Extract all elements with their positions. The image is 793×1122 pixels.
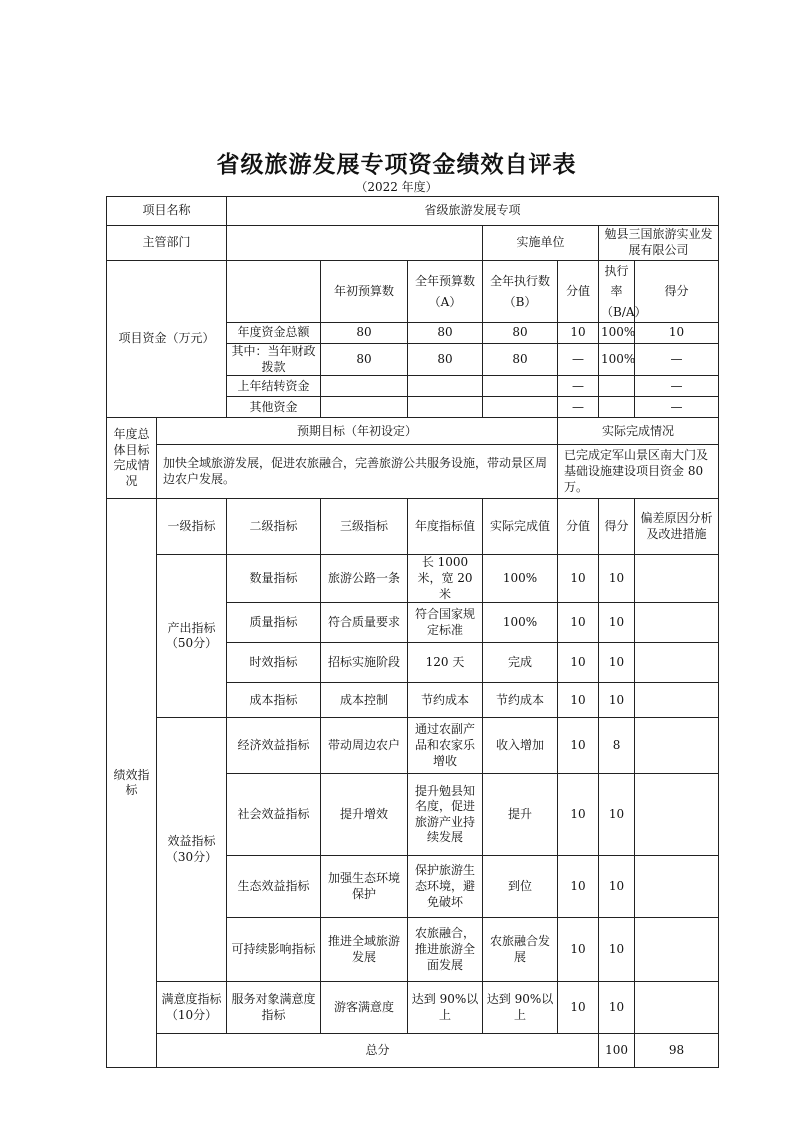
perf-l3: 成本控制 — [321, 683, 408, 718]
funds-cell: 80 — [321, 344, 408, 376]
perf-got: 10 — [599, 856, 635, 918]
funds-cell: — — [635, 397, 719, 418]
perf-l3: 招标实施阶段 — [321, 643, 408, 683]
funds-header-row — [107, 261, 719, 323]
perf-header: 三级指标 — [321, 499, 408, 555]
perf-actual: 完成 — [483, 643, 558, 683]
perf-l2: 生态效益指标 — [227, 856, 321, 918]
perf-group-label: 满意度指标（10分） — [157, 982, 227, 1034]
goals-expected-text: 加快全域旅游发展，促进农旅融合，完善旅游公共服务设施，带动景区周边农户发展。 — [157, 445, 558, 499]
perf-l3: 提升增效 — [321, 774, 408, 856]
perf-l2: 社会效益指标 — [227, 774, 321, 856]
perf-got: 10 — [599, 982, 635, 1034]
perf-l3: 推进全域旅游发展 — [321, 918, 408, 982]
perf-score: 10 — [558, 603, 599, 643]
funds-header-rate: 执行率（B/A） — [599, 261, 635, 323]
funds-cell: 80 — [321, 323, 408, 344]
perf-got: 10 — [599, 918, 635, 982]
perf-score: 10 — [558, 918, 599, 982]
perf-actual: 100% — [483, 555, 558, 603]
perf-actual: 100% — [483, 603, 558, 643]
project-name-row — [107, 197, 719, 226]
total-label: 总分 — [157, 1034, 599, 1068]
funds-cell — [483, 397, 558, 418]
funds-cell: 10 — [635, 323, 719, 344]
perf-l3: 旅游公路一条 — [321, 555, 408, 603]
perf-header: 年度指标值 — [408, 499, 483, 555]
perf-l2: 成本指标 — [227, 683, 321, 718]
perf-header: 一级指标 — [157, 499, 227, 555]
goals-label: 年度总体目标完成情况 — [107, 418, 157, 499]
impl-value: 勉县三国旅游实业发展有限公司 — [599, 226, 719, 261]
perf-note — [635, 643, 719, 683]
funds-cell — [321, 376, 408, 397]
perf-actual: 到位 — [483, 856, 558, 918]
perf-target: 达到 90%以上 — [408, 982, 483, 1034]
goals-text-row — [107, 445, 719, 499]
perf-l3: 游客满意度 — [321, 982, 408, 1034]
funds-cell: 10 — [558, 323, 599, 344]
perf-row — [107, 555, 719, 603]
funds-cell — [599, 376, 635, 397]
dept-label: 主管部门 — [107, 226, 227, 261]
perf-target: 保护旅游生态环境，避免破坏 — [408, 856, 483, 918]
funds-row-name: 其他资金 — [227, 397, 321, 418]
funds-cell: — — [558, 397, 599, 418]
perf-header: 二级指标 — [227, 499, 321, 555]
perf-score: 10 — [558, 856, 599, 918]
perf-got: 10 — [599, 603, 635, 643]
perf-score: 10 — [558, 643, 599, 683]
perf-note — [635, 774, 719, 856]
project-name-label: 项目名称 — [107, 197, 227, 226]
perf-got: 10 — [599, 555, 635, 603]
perf-target: 120 天 — [408, 643, 483, 683]
funds-cell: 80 — [408, 323, 483, 344]
goals-header-row — [107, 418, 719, 445]
perf-score: 10 — [558, 555, 599, 603]
perf-row — [107, 718, 719, 774]
perf-target: 符合国家规定标准 — [408, 603, 483, 643]
funds-cell: 80 — [483, 344, 558, 376]
funds-cell: — — [635, 376, 719, 397]
perf-l2: 经济效益指标 — [227, 718, 321, 774]
total-score: 100 — [599, 1034, 635, 1068]
perf-note — [635, 918, 719, 982]
perf-l2: 时效指标 — [227, 643, 321, 683]
dept-value — [227, 226, 483, 261]
funds-cell: — — [558, 344, 599, 376]
funds-cell: 100% — [599, 344, 635, 376]
funds-cell: 80 — [483, 323, 558, 344]
perf-l2: 数量指标 — [227, 555, 321, 603]
funds-cell — [408, 397, 483, 418]
perf-header-row — [107, 499, 719, 555]
goals-expected-label: 预期目标（年初设定） — [157, 418, 558, 445]
perf-target: 节约成本 — [408, 683, 483, 718]
funds-cell — [483, 376, 558, 397]
page-title: 省级旅游发展专项资金绩效自评表 — [216, 152, 577, 178]
perf-label: 绩效指标 — [107, 499, 157, 1068]
funds-header-score: 分值 — [558, 261, 599, 323]
page-subtitle: （2022 年度） — [355, 180, 438, 194]
funds-cell: 100% — [599, 323, 635, 344]
perf-got: 10 — [599, 683, 635, 718]
perf-got: 10 — [599, 774, 635, 856]
perf-note — [635, 718, 719, 774]
funds-header-initial: 年初预算数 — [321, 261, 408, 323]
perf-note — [635, 603, 719, 643]
perf-actual: 节约成本 — [483, 683, 558, 718]
funds-cell — [599, 397, 635, 418]
perf-l3: 带动周边农户 — [321, 718, 408, 774]
perf-actual: 收入增加 — [483, 718, 558, 774]
evaluation-table — [106, 196, 719, 1068]
funds-cell — [321, 397, 408, 418]
perf-actual: 农旅融合发展 — [483, 918, 558, 982]
total-row — [107, 1034, 719, 1068]
perf-header: 得分 — [599, 499, 635, 555]
funds-cell — [408, 376, 483, 397]
funds-cell: — — [558, 376, 599, 397]
impl-label: 实施单位 — [483, 226, 599, 261]
perf-group-label: 产出指标（50分） — [157, 555, 227, 718]
funds-row-name: 其中：当年财政拨款 — [227, 344, 321, 376]
perf-l2: 可持续影响指标 — [227, 918, 321, 982]
funds-cell: — — [635, 344, 719, 376]
perf-score: 10 — [558, 982, 599, 1034]
perf-score: 10 — [558, 718, 599, 774]
funds-header-annual: 全年预算数（A） — [408, 261, 483, 323]
goals-actual-text: 已完成定军山景区南大门及基础设施建设项目资金 80 万。 — [558, 445, 719, 499]
project-name-value: 省级旅游发展专项 — [227, 197, 719, 226]
perf-score: 10 — [558, 683, 599, 718]
perf-l3: 加强生态环境保护 — [321, 856, 408, 918]
funds-row-name: 年度资金总额 — [227, 323, 321, 344]
perf-header: 分值 — [558, 499, 599, 555]
total-got: 98 — [635, 1034, 719, 1068]
perf-target: 通过农副产品和农家乐增收 — [408, 718, 483, 774]
perf-target: 提升勉县知名度，促进旅游产业持续发展 — [408, 774, 483, 856]
funds-cell: 80 — [408, 344, 483, 376]
perf-l2: 质量指标 — [227, 603, 321, 643]
perf-actual: 达到 90%以上 — [483, 982, 558, 1034]
perf-l3: 符合质量要求 — [321, 603, 408, 643]
perf-header: 实际完成值 — [483, 499, 558, 555]
perf-note — [635, 555, 719, 603]
perf-actual: 提升 — [483, 774, 558, 856]
funds-label: 项目资金（万元） — [107, 261, 227, 418]
perf-header: 偏差原因分析及改进措施 — [635, 499, 719, 555]
perf-note — [635, 683, 719, 718]
goals-actual-label: 实际完成情况 — [558, 418, 719, 445]
perf-target: 长 1000 米，宽 20 米 — [408, 555, 483, 603]
perf-l2: 服务对象满意度指标 — [227, 982, 321, 1034]
perf-score: 10 — [558, 774, 599, 856]
funds-row-name: 上年结转资金 — [227, 376, 321, 397]
funds-header-blank — [227, 261, 321, 323]
perf-group-label: 效益指标（30分） — [157, 718, 227, 982]
department-row — [107, 226, 719, 261]
perf-got: 10 — [599, 643, 635, 683]
perf-got: 8 — [599, 718, 635, 774]
perf-target: 农旅融合，推进旅游全面发展 — [408, 918, 483, 982]
funds-header-executed: 全年执行数（B） — [483, 261, 558, 323]
funds-header-got: 得分 — [635, 261, 719, 323]
perf-note — [635, 856, 719, 918]
perf-row — [107, 982, 719, 1034]
perf-note — [635, 982, 719, 1034]
